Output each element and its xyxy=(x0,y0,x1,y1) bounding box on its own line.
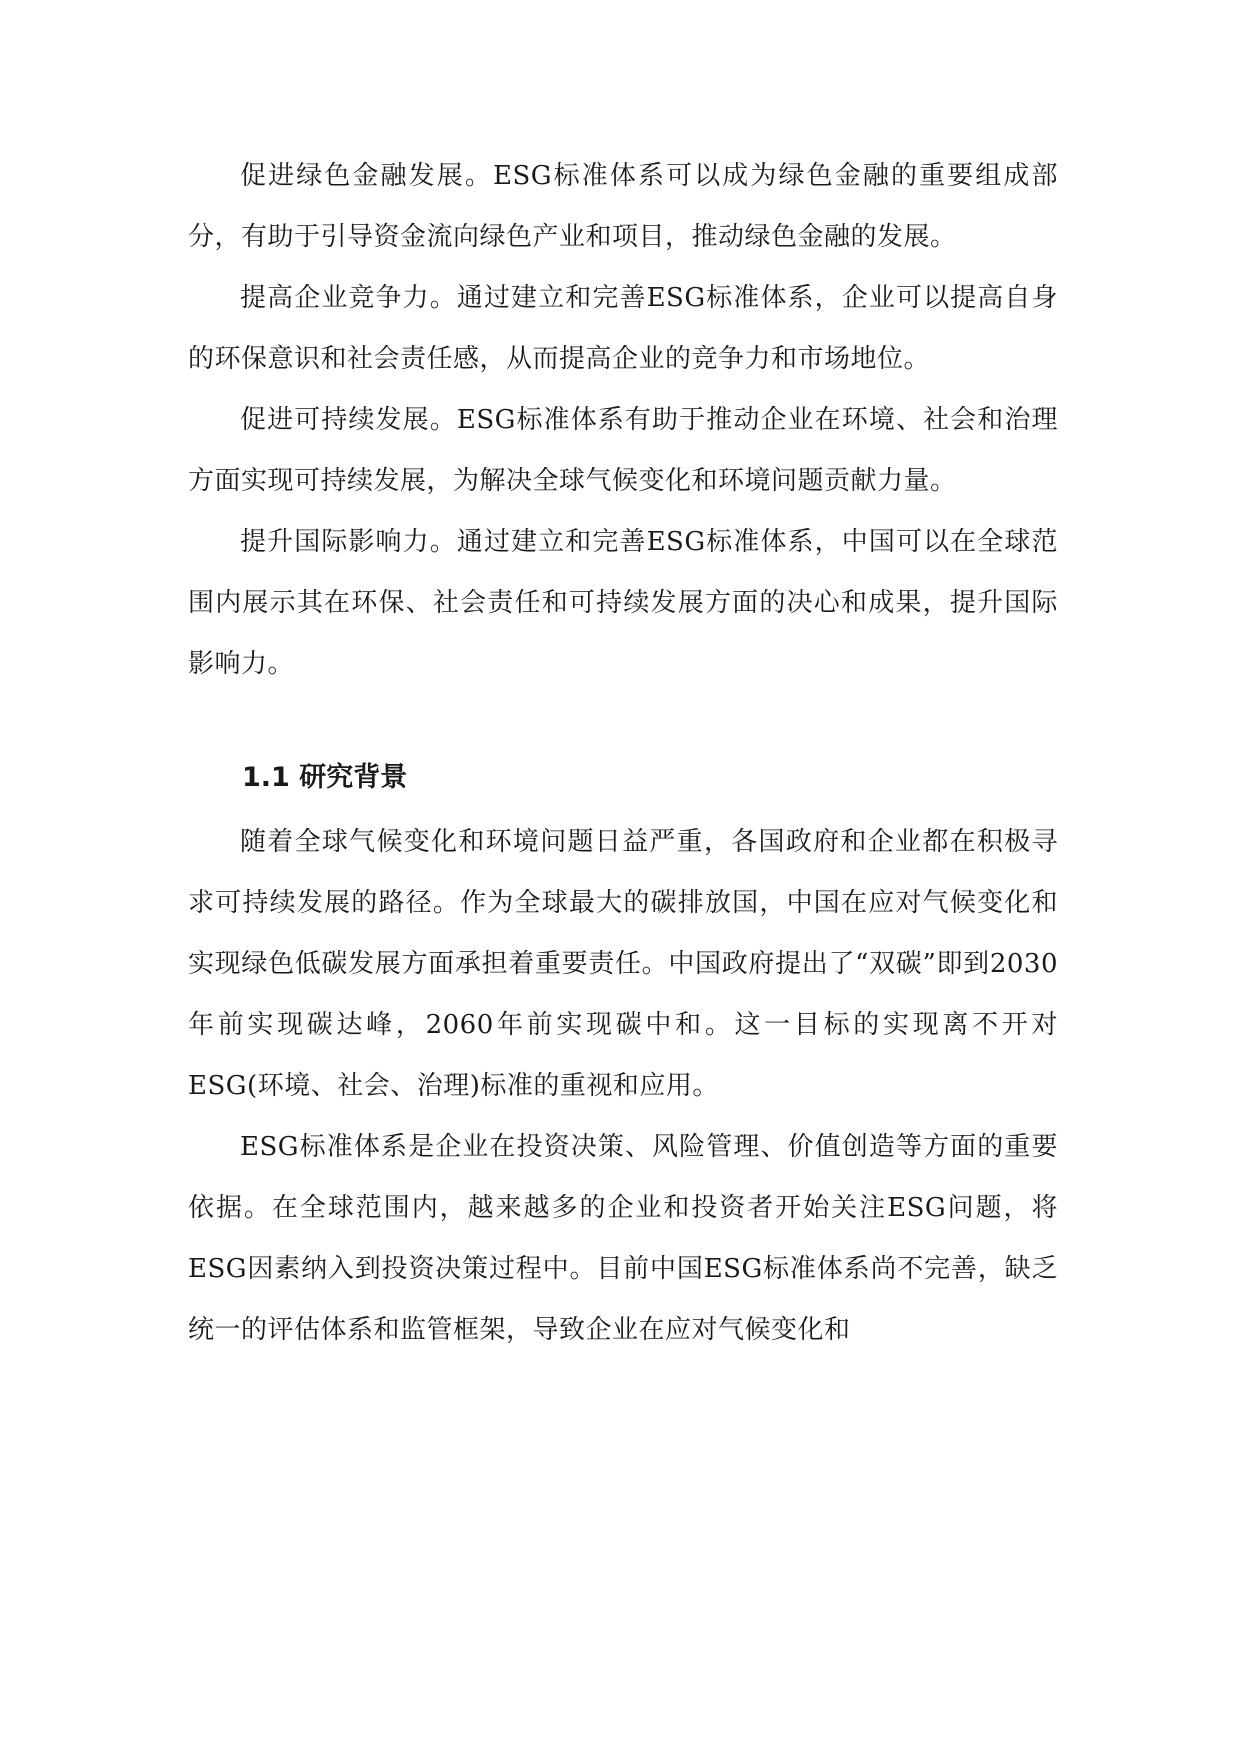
paragraph-international-influence: 提升国际影响力。通过建立和完善ESG标准体系，中国可以在全球范围内展示其在环保、社会责任和可持续发展方面的决心和成果，提升国际影响力。 xyxy=(188,527,1058,679)
paragraph-esg-standard-system: ESG标准体系是企业在投资决策、风险管理、价值创造等方面的重要依据。在全球范围内，越来越多的企业和投资者开始关注ESG问题，将ESG因素纳入到投资决策过程中。目前中国ESG标准体系尚不完善，缺乏统一的评估体系和监管框架，导致企业在应对气候变化和 xyxy=(188,1132,1058,1345)
paragraph-research-background: 随着全球气候变化和环境问题日益严重，各国政府和企业都在积极寻求可持续发展的路径。作为全球最大的碳排放国，中国在应对气候变化和实现绿色低碳发展方面承担着重要责任。中国政府提出了“双碳”即到2030年前实现碳达峰，2060年前实现碳中和。这一目标的实现离不开对ESG(环境、社会、治理)标准的重视和应用。 xyxy=(188,827,1058,1101)
section-heading: 1.1 研究背景 xyxy=(242,762,408,793)
document-body xyxy=(188,146,1058,1361)
paragraph-sustainable-development: 促进可持续发展。ESG标准体系有助于推动企业在环境、社会和治理方面实现可持续发展，为解决全球气候变化和环境问题贡献力量。 xyxy=(188,405,1058,496)
paragraph-competitiveness: 提高企业竞争力。通过建立和完善ESG标准体系，企业可以提高自身的环保意识和社会责任感，从而提高企业的竞争力和市场地位。 xyxy=(188,283,1058,374)
paragraph-green-finance: 促进绿色金融发展。ESG标准体系可以成为绿色金融的重要组成部分，有助于引导资金流向绿色产业和项目，推动绿色金融的发展。 xyxy=(188,161,1058,252)
